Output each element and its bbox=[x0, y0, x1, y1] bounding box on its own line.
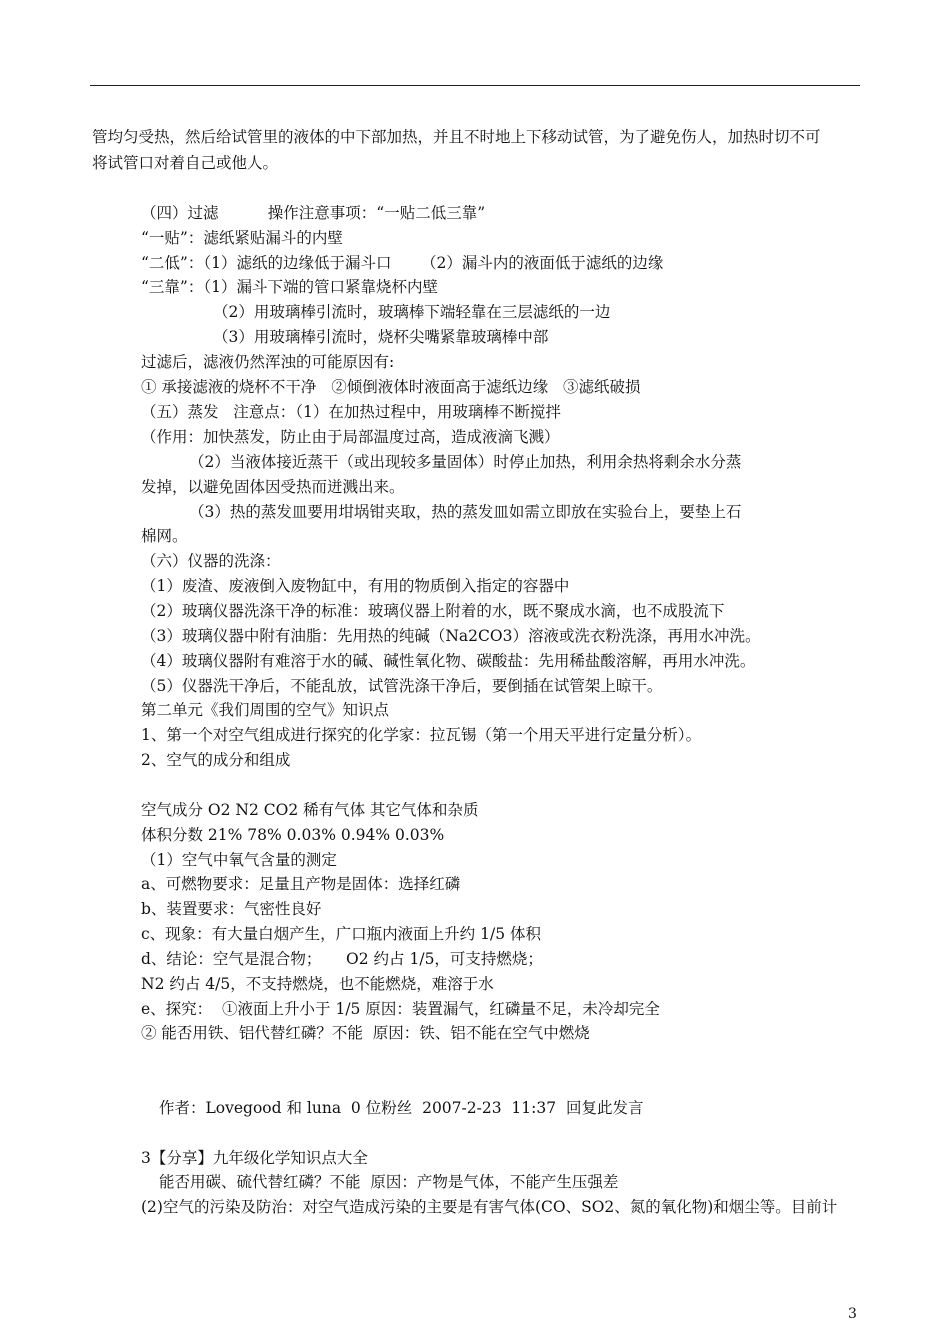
text-line: 1、第一个对空气组成进行探究的化学家：拉瓦锡（第一个用天平进行定量分析）。 bbox=[141, 726, 702, 744]
text-line: （1）空气中氧气含量的测定 bbox=[141, 851, 337, 869]
text-line: （2）玻璃仪器洗涤干净的标准：玻璃仪器上附着的水，既不聚成水滴，也不成股流下 bbox=[141, 602, 725, 620]
text-line: ① 承接滤液的烧杯不干净 ②倾倒液体时液面高于滤纸边缘 ③滤纸破损 bbox=[141, 378, 641, 396]
share-title: 3【分享】九年级化学知识点大全 bbox=[141, 1149, 368, 1167]
air-composition-values: 体积分数 21% 78% 0.03% 0.94% 0.03% bbox=[141, 826, 445, 844]
text-line: （3）玻璃仪器中附有油脂：先用热的纯碱（Na2CO3）溶液或洗衣粉洗涤，再用水冲洗。 bbox=[141, 627, 761, 645]
section-heading: （四）过滤 操作注意事项：“一贴二低三靠” bbox=[141, 204, 486, 222]
text-line: “一贴”：滤纸紧贴漏斗的内壁 bbox=[141, 229, 343, 247]
unit-title: 第二单元《我们周围的空气》知识点 bbox=[141, 701, 390, 719]
text-line: e、探究： ①液面上升小于 1/5 原因：装置漏气，红磷量不足，未冷却完全 bbox=[141, 1000, 660, 1018]
air-composition-row: 空气成分 O2 N2 CO2 稀有气体 其它气体和杂质 bbox=[141, 801, 479, 819]
text-line: 管均匀受热，然后给试管里的液体的中下部加热，并且不时地上下移动试管，为了避免伤人，加热时切不可 bbox=[92, 128, 821, 146]
text-line: 棉网。 bbox=[141, 527, 188, 545]
text-line: （2）用玻璃棒引流时，玻璃棒下端轻靠在三层滤纸的一边 bbox=[213, 303, 611, 321]
text-line: ② 能否用铁、铝代替红磷？不能 原因：铁、铝不能在空气中燃烧 bbox=[141, 1024, 590, 1042]
text-line: （4）玻璃仪器附有难溶于水的碱、碱性氧化物、碳酸盐：先用稀盐酸溶解，再用水冲洗。 bbox=[141, 652, 756, 670]
text-line: （2）当液体接近蒸干（或出现较多量固体）时停止加热，利用余热将剩余水分蒸 bbox=[189, 453, 742, 471]
text-line: a、可燃物要求：足量且产物是固体：选择红磷 bbox=[141, 875, 461, 893]
header-rule bbox=[90, 85, 860, 86]
text-line: （3）用玻璃棒引流时，烧杯尖嘴紧靠玻璃棒中部 bbox=[213, 328, 549, 346]
text-line: 发掉，以避免固体因受热而迸溅出来。 bbox=[141, 478, 405, 496]
text-line: d、结论：空气是混合物； O2 约占 1/5，可支持燃烧； bbox=[141, 950, 543, 968]
text-line: 过滤后，滤液仍然浑浊的可能原因有: bbox=[141, 353, 395, 371]
text-line: （1）废渣、废液倒入废物缸中，有用的物质倒入指定的容器中 bbox=[141, 577, 570, 595]
text-line: c、现象：有大量白烟产生，广口瓶内液面上升约 1/5 体积 bbox=[141, 925, 541, 943]
text-line: （作用：加快蒸发，防止由于局部温度过高，造成液滴飞溅） bbox=[141, 428, 560, 446]
text-line: 将试管口对着自己或他人。 bbox=[92, 154, 279, 172]
text-line: （3）热的蒸发皿要用坩埚钳夹取，热的蒸发皿如需立即放在实验台上，要垫上石 bbox=[189, 503, 742, 521]
section-heading: （六）仪器的洗涤： bbox=[141, 552, 281, 570]
text-line: N2 约占 4/5，不支持燃烧，也不能燃烧，难溶于水 bbox=[141, 975, 494, 993]
text-line: 2、空气的成分和组成 bbox=[141, 751, 291, 769]
author-line: 作者：Lovegood 和 luna 0 位粉丝 2007-2-23 11:37 回复此发言 bbox=[159, 1099, 644, 1117]
text-line: 能否用碳、硫代替红磷？不能 原因：产物是气体，不能产生压强差 bbox=[159, 1173, 619, 1191]
section-heading: （五）蒸发 注意点：（1）在加热过程中，用玻璃棒不断搅拌 bbox=[141, 403, 561, 421]
text-line: “二低”：（1）滤纸的边缘低于漏斗口 （2）漏斗内的液面低于滤纸的边缘 bbox=[141, 254, 664, 272]
text-line: (2)空气的污染及防治：对空气造成污染的主要是有害气体(CO、SO2、氮的氧化物)和烟尘等。目前计 bbox=[141, 1198, 838, 1216]
text-line: b、装置要求：气密性良好 bbox=[141, 900, 322, 918]
text-line: “三靠”：（1）漏斗下端的管口紧靠烧杯内壁 bbox=[141, 278, 438, 296]
page-number: 3 bbox=[848, 1306, 857, 1322]
text-line: （5）仪器洗干净后，不能乱放，试管洗涤干净后，要倒插在试管架上晾干。 bbox=[141, 677, 663, 695]
